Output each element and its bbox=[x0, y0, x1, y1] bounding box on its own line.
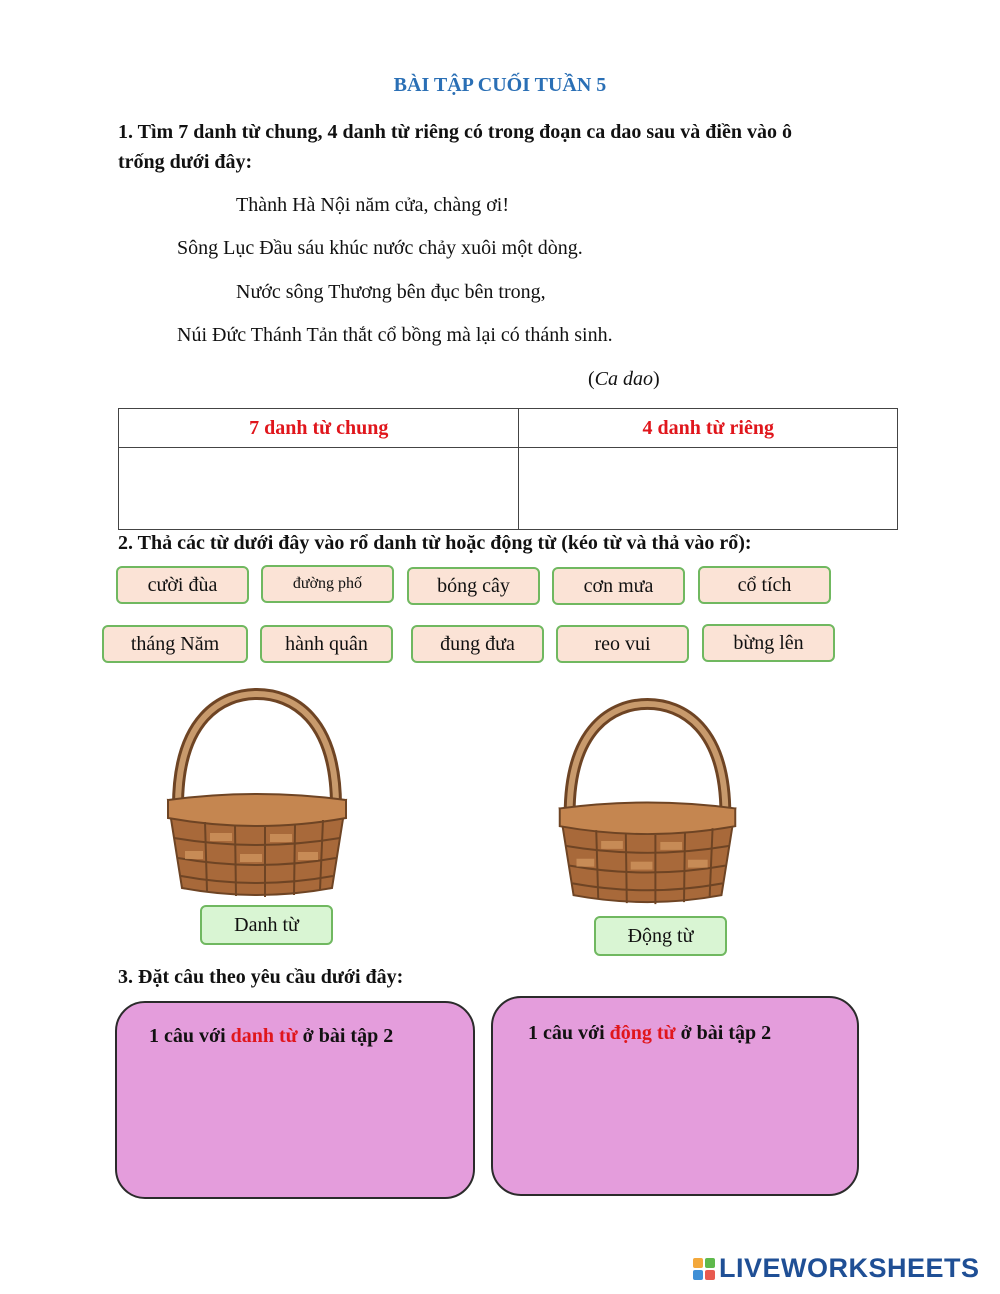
liveworksheets-logo-icon bbox=[693, 1258, 715, 1280]
word-chip[interactable]: tháng Năm bbox=[102, 625, 248, 663]
proper-nouns-cell[interactable] bbox=[519, 448, 898, 530]
header-common-nouns: 7 danh từ chung bbox=[119, 409, 519, 448]
page-title: BÀI TẬP CUỐI TUẦN 5 bbox=[393, 74, 607, 96]
question-1-line-2: trống dưới đây: bbox=[118, 151, 253, 173]
sentence-panel-noun[interactable] bbox=[115, 1001, 475, 1199]
poem-line-3: Nước sông Thương bên đục bên trong, bbox=[236, 281, 546, 303]
basket-icon[interactable] bbox=[160, 688, 355, 903]
word-chip[interactable]: cười đùa bbox=[116, 566, 249, 604]
question-1-line-1: 1. Tìm 7 danh từ chung, 4 danh từ riêng có trong đoạn ca dao sau và điền vào ô bbox=[118, 121, 792, 143]
brand-text: LIVEWORKSHEETS bbox=[719, 1253, 980, 1283]
panel-text: ở bài tập 2 bbox=[297, 1025, 394, 1047]
poem-line-2: Sông Lục Đầu sáu khúc nước chảy xuôi một dòng. bbox=[177, 237, 583, 259]
source-text: Ca dao bbox=[594, 368, 654, 390]
word-chip[interactable]: bừng lên bbox=[702, 624, 835, 662]
brand-footer bbox=[693, 1253, 980, 1284]
panel-highlight: danh từ bbox=[230, 1025, 298, 1047]
panel-highlight: động từ bbox=[609, 1022, 676, 1044]
word-chip[interactable]: hành quân bbox=[260, 625, 393, 663]
panel-noun-label bbox=[149, 1025, 393, 1048]
sentence-panel-verb[interactable] bbox=[491, 996, 859, 1196]
poem-source bbox=[588, 368, 660, 391]
panel-verb-label bbox=[528, 1022, 771, 1045]
panel-text: 1 câu với bbox=[149, 1025, 231, 1047]
word-chip[interactable]: cơn mưa bbox=[552, 567, 685, 605]
word-chip[interactable]: cổ tích bbox=[698, 566, 831, 604]
question-2-heading: 2. Thả các từ dưới đây vào rổ danh từ hoặc động từ (kéo từ và thả vào rổ): bbox=[118, 532, 752, 554]
word-chip[interactable]: reo vui bbox=[556, 625, 689, 663]
source-paren-close: ) bbox=[653, 368, 660, 390]
question-3-heading: 3. Đặt câu theo yêu cầu dưới đây: bbox=[118, 966, 404, 988]
common-nouns-cell[interactable] bbox=[119, 448, 519, 530]
basket-label-verbs: Động từ bbox=[594, 916, 727, 956]
panel-text: ở bài tập 2 bbox=[675, 1022, 772, 1044]
basket-label-nouns: Danh từ bbox=[200, 905, 333, 945]
word-chip[interactable]: bóng cây bbox=[407, 567, 540, 605]
answer-table bbox=[118, 408, 898, 530]
word-chip[interactable]: đường phố bbox=[261, 565, 394, 603]
word-chip[interactable]: đung đưa bbox=[411, 625, 544, 663]
poem-line-1: Thành Hà Nội năm cửa, chàng ơi! bbox=[236, 194, 509, 216]
header-proper-nouns: 4 danh từ riêng bbox=[519, 409, 898, 448]
poem-line-4: Núi Đức Thánh Tản thắt cổ bồng mà lại có thánh sinh. bbox=[177, 324, 613, 346]
panel-text: 1 câu với bbox=[528, 1022, 610, 1044]
source-paren-open: ( bbox=[588, 368, 595, 390]
basket-icon[interactable] bbox=[548, 698, 748, 910]
